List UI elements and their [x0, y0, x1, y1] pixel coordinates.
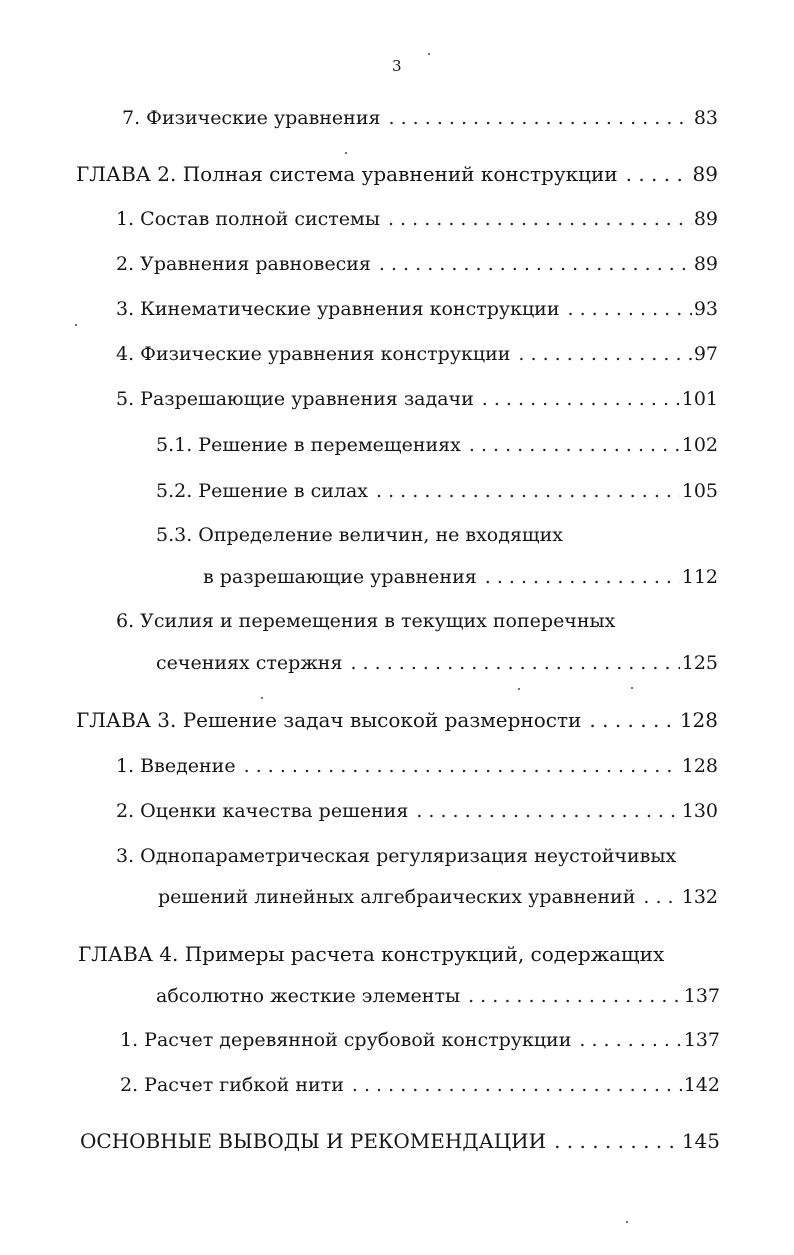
scan-speck — [626, 1221, 628, 1223]
toc-entry — [116, 208, 718, 230]
toc-entry — [122, 107, 718, 129]
toc-entry-title: ГЛАВА 2. Полная система уравнений конструкции — [76, 162, 618, 186]
toc-entry-title: 5.2. Решение в силах — [156, 480, 368, 502]
toc-entry-title-continuation: решений линейных алгебраических уравнений — [158, 886, 636, 908]
toc-dot-leader — [379, 253, 692, 275]
scan-speck — [518, 688, 520, 690]
toc-entry-page: 137 — [683, 1029, 720, 1051]
toc-entry — [116, 253, 718, 275]
toc-dot-leader — [626, 163, 691, 185]
toc-entry-page: 137 — [683, 985, 720, 1007]
toc-entry-title: 5. Разрешающие уравнения задачи — [116, 388, 474, 410]
toc-entry-title: 4. Физические уравнения конструкции — [116, 343, 511, 365]
toc-entry-page: 112 — [681, 566, 718, 588]
scan-speck — [428, 53, 430, 55]
toc-dot-leader — [389, 107, 692, 129]
toc-chapter-heading — [76, 163, 718, 185]
toc-dot-leader — [469, 434, 680, 456]
toc-subentry — [156, 434, 718, 456]
toc-dot-leader — [482, 388, 680, 410]
toc-dot-leader — [485, 566, 680, 588]
toc-entry-continuation — [158, 886, 718, 908]
toc-entry-page: 83 — [693, 107, 718, 129]
toc-entry — [120, 1029, 720, 1051]
toc-dot-leader — [388, 208, 692, 230]
toc-dot-leader — [518, 343, 691, 365]
toc-entry-first-line — [116, 610, 615, 632]
toc-entry-page: 105 — [681, 480, 718, 502]
toc-entry-page: 97 — [693, 343, 718, 365]
toc-dot-leader — [350, 652, 679, 674]
toc-entry-page: 128 — [681, 755, 718, 777]
toc-dot-leader — [468, 985, 682, 1007]
toc-entry-title: 1. Расчет деревянной срубовой конструкции — [120, 1029, 572, 1051]
toc-entry-continuation — [156, 652, 718, 674]
toc-dot-leader — [568, 298, 692, 320]
toc-entry-title-continuation: в разрешающие уравнения — [203, 566, 477, 588]
toc-dot-leader — [416, 800, 679, 822]
toc-entry-page: 145 — [681, 1129, 720, 1153]
toc-entry-title-continuation: сечениях стержня — [156, 652, 343, 674]
toc-entry-title: 6. Усилия и перемещения в текущих поперечных — [116, 610, 616, 632]
toc-dot-leader — [352, 1074, 682, 1096]
toc-dot-leader — [244, 755, 680, 777]
toc-entry-title: 1. Состав полной системы — [116, 208, 380, 230]
toc-entry-page: 132 — [681, 886, 718, 908]
toc-entry-page: 89 — [693, 253, 718, 275]
toc-dot-leader — [589, 709, 677, 731]
toc-entry-title: 3. Однопараметрическая регуляризация неустойчивых — [116, 845, 677, 867]
toc-dot-leader — [376, 480, 680, 502]
toc-entry-title: 2. Расчет гибкой нити — [120, 1074, 344, 1096]
scan-speck — [75, 324, 77, 326]
toc-chapter-heading — [76, 709, 718, 731]
toc-entry-page: 102 — [681, 434, 718, 456]
toc-entry-title: 3. Кинематические уравнения конструкции — [116, 298, 560, 320]
toc-entry-page: 93 — [693, 298, 718, 320]
toc-entry-title: 2. Уравнения равновесия — [116, 253, 371, 275]
toc-entry-title: ОСНОВНЫЕ ВЫВОДЫ И РЕКОМЕНДАЦИИ — [80, 1129, 547, 1153]
toc-entry-title: 1. Введение — [116, 755, 236, 777]
toc-entry-title: 7. Физические уравнения — [122, 107, 381, 129]
page-number: 3 — [391, 57, 403, 75]
toc-entry-first-line — [116, 845, 676, 867]
toc-entry-title: ГЛАВА 3. Решение задач высокой размерности — [76, 708, 582, 732]
toc-chapter-heading-continuation — [156, 985, 720, 1007]
toc-entry-page: 89 — [692, 162, 718, 186]
toc-entry-title: 2. Оценки качества решения — [116, 800, 409, 822]
toc-entry-page: 130 — [681, 800, 718, 822]
toc-entry-title: 5.1. Решение в перемещениях — [156, 434, 461, 456]
toc-dot-leader — [579, 1029, 681, 1051]
scan-speck — [345, 152, 347, 154]
scan-speck — [261, 697, 263, 699]
toc-entry — [116, 755, 718, 777]
toc-entry — [116, 343, 718, 365]
toc-dot-leader — [643, 886, 679, 908]
toc-entry-page: 128 — [679, 708, 718, 732]
toc-conclusions-heading — [80, 1130, 720, 1152]
toc-entry-page: 142 — [683, 1074, 720, 1096]
toc-entry — [120, 1074, 720, 1096]
toc-entry-title-continuation: абсолютно жесткие элементы — [156, 985, 461, 1007]
toc-entry-title: 5.3. Определение величин, не входящих — [156, 524, 563, 546]
toc-entry-page: 125 — [681, 652, 718, 674]
toc-subentry-continuation — [203, 566, 718, 588]
toc-entry — [116, 800, 718, 822]
toc-subentry — [156, 480, 718, 502]
scan-speck — [631, 687, 633, 689]
toc-chapter-heading-first-line — [78, 943, 664, 965]
toc-entry — [116, 298, 718, 320]
toc-dot-leader — [554, 1130, 680, 1152]
toc-entry-page: 89 — [693, 208, 718, 230]
toc-entry-title: ГЛАВА 4. Примеры расчета конструкций, содержащих — [78, 942, 665, 966]
toc-subentry-first-line — [156, 524, 563, 546]
toc-entry — [116, 388, 718, 410]
toc-entry-page: 101 — [681, 388, 718, 410]
